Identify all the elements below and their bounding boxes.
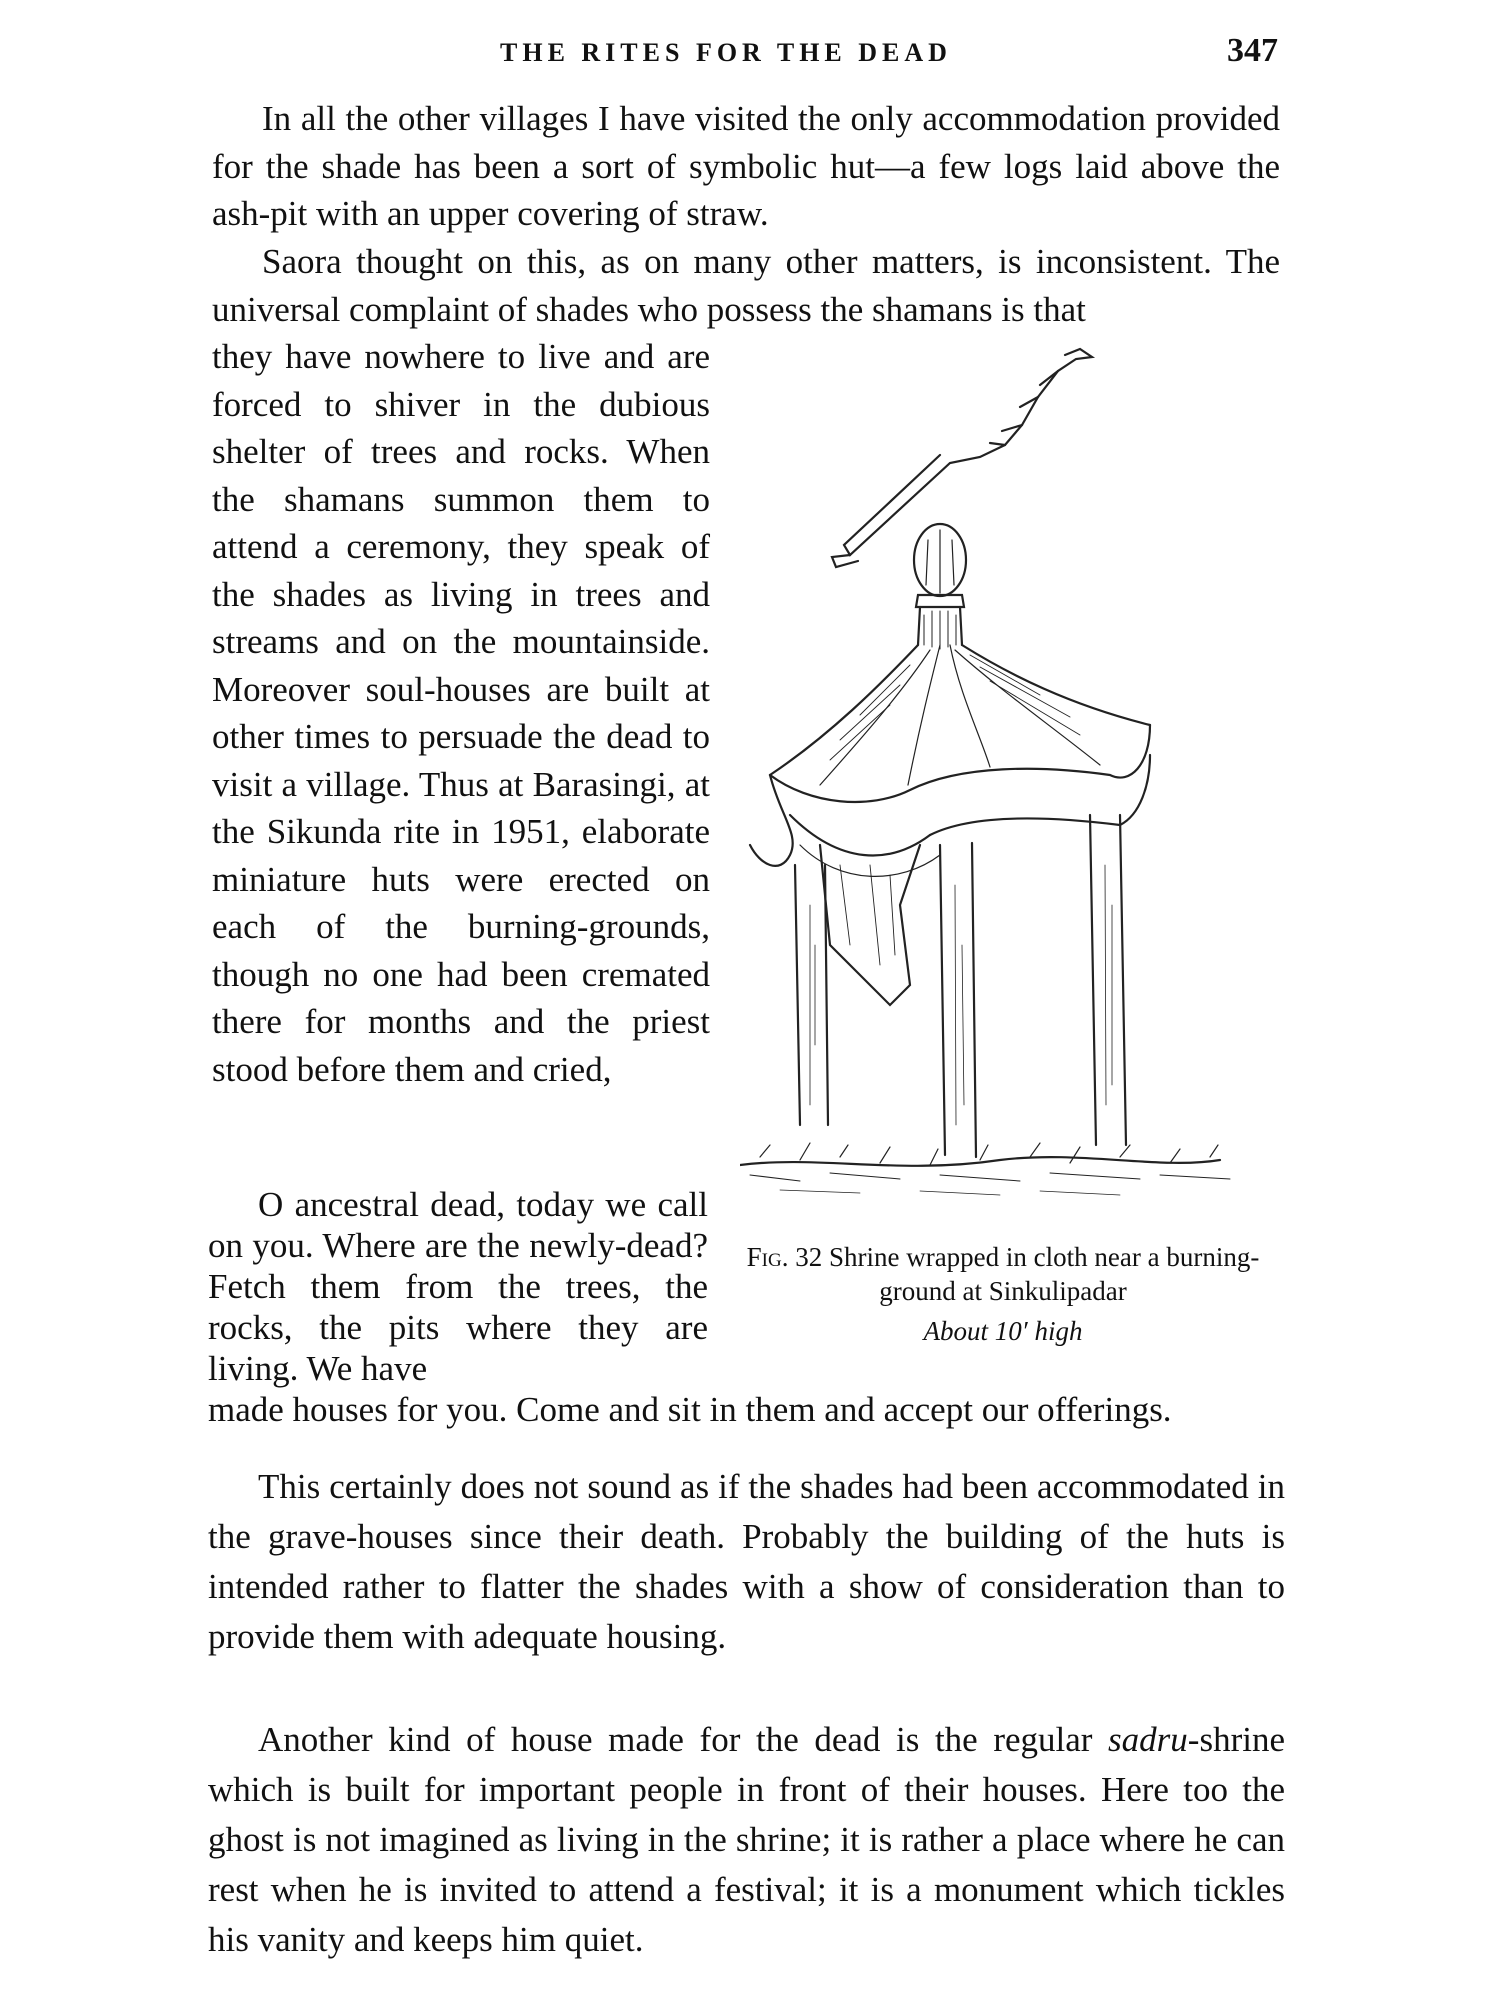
sadru-term: sadru [1108, 1720, 1188, 1759]
page-number: 347 [1227, 32, 1278, 69]
paragraph-3: This certainly does not sound as if the shades had been accommodated in the grave-houses since their death. Probably the building of the huts is intended rather to flatter the shades with a show of consideration than to provide them with adequate housing. [208, 1467, 1285, 1656]
running-header: THE RITES FOR THE DEAD [500, 38, 952, 67]
figure-caption [718, 1240, 1288, 1348]
paragraph-1: In all the other villages I have visited the only accommodation provided for the shade has been a sort of symbolic hut—a few logs laid above the ash-pit with an upper covering of straw. [212, 99, 1280, 233]
paragraph-4-start: Another kind of house made for the dead is the regular [258, 1720, 1109, 1759]
figure-caption-text: Shrine wrapped in cloth near a burning-ground at Sinkulipadar [828, 1242, 1260, 1306]
quotation-end: made houses for you. Come and sit in them and accept our offerings. [208, 1390, 1172, 1429]
shrine-drawing-icon [740, 345, 1260, 1215]
paragraph-2: Saora thought on this, as on many other matters, is inconsistent. The universal complaint of shades who possess the shamans is that [212, 242, 1280, 329]
figure-label: Fig. 32 [746, 1242, 823, 1272]
paragraph-2-continuation: they have nowhere to live and are forced to shiver in the dubious shelter of trees and rocks. When the shamans summon them to attend a ceremony, they speak of the shades as living in trees and streams and on the mountainside. Moreover soul-houses are built at other times to persuade the dead to visit a village. Thus at Barasingi, at the Sikunda rite in 1951, elaborate miniature huts were erected on each of the burning-grounds, though no one had been cremated there for months and the priest stood before them and cried, [212, 337, 710, 1089]
figure-32 [740, 345, 1260, 1215]
quotation: O ancestral dead, today we call on you. Where are the newly-dead? Fetch them from the trees, the rocks, the pits where they are living. We have [208, 1185, 708, 1388]
figure-dimension: About 10′ high [923, 1316, 1083, 1346]
paragraph-4-rest: -shrine which is built for important people in front of their houses. Here too the ghost is not imagined as living in the shrine; it is rather a place where he can rest when he is invited to attend a festival; it is a monument which tickles his vanity and keeps him quiet. [208, 1720, 1285, 1959]
paragraph-4 [208, 1715, 1285, 1965]
